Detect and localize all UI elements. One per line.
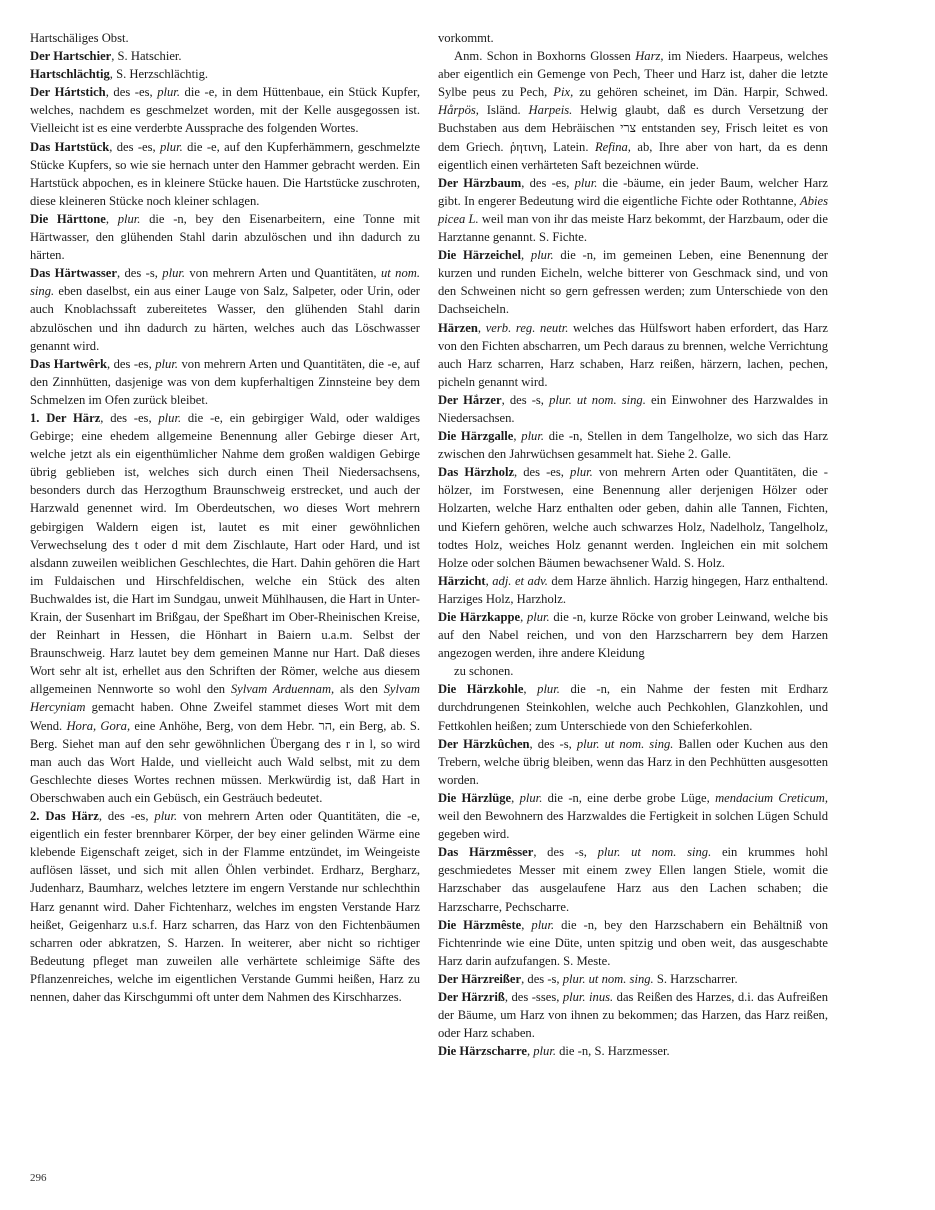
right-column — [438, 29, 828, 1060]
entry-headword: Der Hártstich — [30, 85, 106, 100]
grammar-note: plur. — [519, 790, 543, 805]
grammar-note: plur. ut nom. sing. — [562, 971, 654, 986]
dictionary-entry — [438, 319, 828, 391]
entry-text: die -e, ein gebirgiger Wald, oder waldiges Gebirge; eine ehedem allgemeine Benennung aller Gebirge dieser Art, welche jetzt als ein eigenthümlicher Nahme dem großen waldigen Gebirge übrig geblieben ist, welches sich durch einen Theil Niedersachsens, besonders durch das Herzogthum Braunschweig erstrecket, und auch der Harzwald genennet wird. Im Oberdeutschen, wo dieses Wort mehrern gebirgigen Waldern eigen ist, lautet es mit einer gewöhnlichen Verwechselung des t oder d mit dem Zischlaute, Hart oder Hard, und ist alsdann zuweilen weiblichen Geschlechtes, die Hart. Dahin gehören die Hart im Fuldaischen und Hirschfeldischen, welche ein Stück des alten Buchwaldes ist, die Hart im Sundgau, unweit Mühlhausen, die Hart in Unter-Krain, der Susenhart im Brißgau, der Speßhart im Ober-Rheinischen Kreise, der Reinhart in Hessen, die Hönhart in Baiern u.a.m. Selbst der Braunschweig. Harz lautet bey dem gemeinen Manne nur Hart. Daß dieses Wort sehr alt ist, erhellet aus den Schriften der Römer, welche aus diesem allgemeinen Nennworte so wohl den — [30, 410, 420, 697]
entry-text: ab, Ihre aber von hart, da es denn eigentlich einen verhärteten Saft bezeichnen würde. — [438, 139, 828, 172]
entry-text: , — [477, 320, 486, 335]
entry-headword: Hartschlächtig — [30, 67, 110, 82]
dictionary-entry — [30, 409, 420, 807]
entry-text: weil den Bewohnern des Harzwaldes die Fertigkeit in solchen Lügen Schuld gegeben wird. — [438, 809, 828, 842]
entry-headword: Die Härzgalle — [438, 429, 514, 444]
entry-headword: Die Härzscharre — [438, 1044, 527, 1059]
entry-headword: Das Härzmêsser — [438, 845, 534, 860]
entry-headword: Das Härzholz — [438, 465, 515, 480]
entry-text: die -n, bey den Eisenarbeitern, eine Tonne mit Härtwasser, den glühenden Stahl darin abzulöschen und ihn dadurch zu härten. — [30, 211, 421, 263]
entry-text: die -n, eine derbe grobe Lüge, — [542, 790, 716, 805]
entry-text: die -n, Stellen in dem Tangelholze, wo sich das Harz zwischen den Jahrwüchsen gesammelt hat. Siehe 2. Galle. — [438, 429, 828, 462]
entry-text: Anm. Schon in Boxhorns Glossen — [454, 49, 636, 64]
entry-text: eine Anhöhe, Berg, von dem Hebr. הר, ein Berg, ab. S. Berg. Siehet man auf den sehr gewöhnlichen Übergang des r in l, so wird man auch das Wort Halde, und vielleicht auch Wald selbst, mit zu dem Geschlechte dieses Wortes rechnen müssen. Merkwürdig ist, daß Hart in Oberschwaben auch ein Gebüsch, ein Gesträuch bedeutet. — [30, 718, 421, 805]
dictionary-entry — [30, 264, 420, 354]
grammar-note: plur. — [155, 356, 178, 371]
grammar-note: plur. — [537, 682, 560, 697]
grammar-note: plur. — [158, 410, 182, 425]
entry-text: , S. Hatschier. — [111, 49, 182, 64]
entry-text: als den — [334, 682, 384, 697]
entry-text: welches das Hülfswort haben erfordert, das Harz von den Fichten abscharren, um Pech daraus zu brennen, welche Verrichtung auch Harz scharren, Harz schaben, Harz reißen, härzern, lachen, pechen, picheln genannt wird. — [438, 320, 828, 389]
entry-text: zu schonen. — [454, 664, 514, 679]
grammar-note: plur. — [530, 248, 554, 263]
grammar-note: Abies picea L. — [438, 193, 828, 226]
grammar-note: plur. ut nom. sing. — [597, 845, 712, 860]
entry-text: Helwig glaubt, daß es durch Versetzung der Buchstaben aus dem Hebräischen צרי entstanden sey, Frisch leitet es von dem Griech. ῥητινη, Latein. — [438, 103, 829, 154]
dictionary-entry — [438, 427, 828, 463]
left-column — [30, 29, 420, 1006]
entry-text: , — [523, 682, 538, 697]
page-number: 296 — [30, 1172, 47, 1184]
entry-text: die -bäume, ein jeder Baum, welcher Harz gibt. In engerer Bedeutung wird die eigentliche Fichte oder Rothtanne, — [438, 175, 829, 208]
dictionary-entry — [30, 355, 420, 409]
entry-headword: Härzen — [438, 320, 478, 335]
grammar-note: plur. ut nom. sing. — [549, 392, 646, 407]
entry-text: im Nieders. Haarpeus, welches aber eigentlich ein Gemenge von Pech, Theer und Harz ist, daher die letzte Sylbe peus zu Pech, — [438, 49, 829, 100]
entry-text: zu gehören scheinet, im Dän. Harpir, Schwed. — [573, 85, 828, 100]
annotation-paragraph — [438, 47, 828, 174]
entry-text: dem Harze ähnlich. Harzig hingegen, Harz enthaltend. Harziges Holz, Harzholz. — [438, 573, 829, 606]
entry-text: , des -es, — [109, 139, 160, 154]
entry-headword: Der Hartschier — [30, 49, 112, 64]
entry-text: von mehrern Arten oder Quantitäten, die -hölzer, im Forstwesen, eine Benennung aller derjenigen Hölzer oder Holzarten, welche Harz enthalten oder geben, dahin alle Tannen, Fichten, und Kiefern gehören, welche auch schwarzes Holz, Nadelholz, Tangelholz, todtes Holz, weiches Holz genannt werden. Ingleichen ein mit solchem Holze oder solchen Bäumen bewachsener Wald. S. Holz. — [438, 465, 828, 570]
dictionary-entry — [438, 608, 828, 662]
dictionary-entry — [438, 463, 828, 572]
grammar-note: Hora, Gora, — [66, 718, 131, 733]
entry-text: , des -s, — [529, 736, 577, 751]
dictionary-entry — [30, 47, 420, 65]
entry-text: , des -es, — [521, 175, 575, 190]
entry-text: ein krummes hohl geschmiedetes Messer mit einem zwey Ellen langen Stiele, womit die Harzschaber das ausgelaufene Harz aus den Lachen schaben; die Harzscharre, Pechscharre. — [438, 845, 829, 914]
entry-headword: Das Hartwêrk — [30, 356, 107, 371]
entry-headword: Die Härttone — [30, 211, 106, 226]
dictionary-entry — [438, 572, 828, 608]
entry-text: von mehrern Arten und Quantitäten, die -e, auf den Zinnhütten, dasjenige was von dem kupferhaltigen Zinnsteine bey dem Schmelzen im Ofen zurück bleibet. — [30, 356, 420, 407]
dictionary-entry — [30, 83, 420, 137]
entry-text: , — [513, 429, 522, 444]
entry-headword: Die Härzkohle — [438, 682, 524, 697]
entry-text: , des -es, — [98, 809, 155, 824]
grammar-note: adj. et adv. — [492, 573, 548, 588]
grammar-note: plur. — [531, 917, 555, 932]
continuation-line — [438, 662, 828, 680]
entry-headword: Härzicht — [438, 573, 486, 588]
grammar-note: Hårpös, — [438, 103, 479, 118]
grammar-note: plur. — [117, 211, 141, 226]
entry-text: ein Einwohner des Harzwaldes in Niedersachsen. — [438, 392, 829, 425]
grammar-note: plur. — [154, 809, 178, 824]
entry-text: , S. Herzschlächtig. — [109, 67, 209, 82]
entry-headword: Der Härzreißer — [438, 971, 522, 986]
entry-text: von mehrern Arten und Quantitäten, — [185, 266, 381, 281]
grammar-note: Pix, — [553, 85, 574, 100]
grammar-note: plur. — [570, 465, 593, 480]
entry-headword: Das Hartstück — [30, 139, 110, 154]
entry-text: , des -es, — [514, 465, 571, 480]
dictionary-entry — [438, 843, 828, 915]
dictionary-entry — [438, 680, 828, 734]
dictionary-entry — [30, 210, 420, 264]
grammar-note: plur. — [526, 610, 550, 624]
entry-text: , — [520, 248, 531, 263]
entry-text: , des -s, — [501, 392, 550, 407]
entry-headword: Die Härzlüge — [438, 790, 512, 805]
entry-text: das Reißen des Harzes, d.i. das Aufreißen der Bäume, um Harz von ihnen zu bekommen; das Harzen, das Harz reißen, oder Harz schaben. — [438, 989, 828, 1041]
dictionary-entry — [438, 988, 828, 1042]
grammar-note: ut nom. sing. — [30, 266, 421, 299]
grammar-note: Harpeis. — [528, 103, 573, 118]
grammar-note: plur. — [533, 1044, 556, 1059]
grammar-note: Harz, — [635, 49, 664, 64]
entry-text: , — [526, 1044, 534, 1059]
dictionary-entry — [438, 29, 828, 47]
grammar-note: plur. — [160, 139, 183, 154]
entry-text: , — [105, 211, 118, 226]
grammar-note: verb. reg. neutr. — [485, 320, 569, 335]
entry-text: , des -sses, — [504, 989, 563, 1004]
entry-text: , — [520, 610, 527, 624]
grammar-note: Sylvam Arduennam, — [230, 682, 335, 697]
dictionary-entry — [30, 807, 420, 1006]
dictionary-entry — [438, 391, 828, 427]
entry-text: die -n, kurze Röcke von grober Leinwand, welche bis auf den Nabel reichen, und von den Harzscharrern bey dem Harzen angezogen werden, ihre andere Kleidung — [438, 610, 828, 661]
grammar-note: plur. inus. — [562, 989, 614, 1004]
entry-text: von mehrern Arten oder Quantitäten, die -e, eigentlich ein fester brennbarer Körper, der bey einer gelinden Wärme eine klebende Eigenschaft zeiget, sich in der Flamme entzündet, im Weingeiste auflösen lässet, und sich mit allen Öhlen verbindet. Erdharz, Bergharz, Judenharz, Baumharz, welches letztere im engern Verstande nur schlechthin Harz genannt wird. Daher Fichtenharz, welches im engsten Verstande Harz heißet, Geigenharz u.s.f. Harz scharren, das Harz von den Fichtenbäumen scharren oder abkratzen, S. Harzen. In weiterer, aber nicht so richtiger Bedeutung pfleget man zuweilen alle verhärtete schleimige Säfte des Pflanzenreiches, welche im eigentlichen Verstande Gummi heißen, Harz zu nennen, daher das Kirschgummi oft unter dem Nahmen des Kirschharzes. — [30, 809, 420, 1004]
dictionary-entry — [30, 138, 420, 210]
entry-headword: Der Härzriß — [438, 989, 505, 1004]
entry-text: gemacht haben. Ohne Zweifel stammet dieses Wort mit dem Wend. — [30, 700, 420, 733]
grammar-note: plur. — [521, 429, 545, 444]
entry-headword: Das Härtwasser — [30, 266, 117, 281]
dictionary-entry — [438, 916, 828, 970]
dictionary-entry — [438, 735, 828, 789]
entry-text: Ballen oder Kuchen aus den Trebern, welche übrig bleiben, wenn das Harz in den Pechhütten ausgesotten worden. — [438, 736, 828, 787]
entry-text: , des -es, — [100, 410, 159, 425]
entry-headword: 2. Das Härz — [30, 809, 99, 824]
entry-headword: Die Härzeichel — [438, 248, 521, 263]
entry-headword: Die Härzkappe — [438, 610, 521, 624]
entry-text: S. Harzscharrer. — [653, 971, 738, 986]
entry-headword: Die Härzmêste — [438, 917, 522, 932]
entry-text: , — [485, 573, 493, 588]
entry-text: die -n, im gemeinen Leben, eine Benennung der kurzen und runden Eicheln, welche bitterer von Geschmack sind, und von den Schweinen nicht so gern gefressen werden; zum Unterschiede von den Dachseicheln. — [438, 248, 828, 317]
entry-text: , — [521, 917, 532, 932]
entry-headword: Der Härzbaum — [438, 175, 522, 190]
entry-text: , des -es, — [105, 85, 158, 100]
grammar-note: Sylvam Hercyniam — [30, 682, 420, 715]
entry-text: , des -s, — [116, 266, 163, 281]
grammar-note: mendacium Creticum, — [715, 790, 828, 805]
entry-headword: Der Härzkûchen — [438, 736, 530, 751]
entry-text: Isländ. — [478, 103, 529, 118]
grammar-note: plur. — [157, 85, 180, 100]
grammar-note: plur. — [162, 266, 186, 281]
entry-text: die -n, ein Nahme der festen mit Erdharz durchdrungenen Steinkohlen, welche auch Pechkohlen, Glanzkohlen, und Fettkohlen heißen; zum Unterschiede von den Schieferkohlen. — [438, 682, 829, 733]
dictionary-entry — [30, 29, 420, 47]
entry-text: , des -s, — [533, 845, 598, 860]
entry-text: , — [511, 790, 520, 805]
entry-text: die -n, bey den Harzschabern ein Behältniß von Fichtenrinde wie eine Düte, unten spitzig und oben weit, das ausgeschabte Harz darin aufzufangen. S. Meste. — [438, 917, 829, 968]
grammar-note: plur. — [574, 175, 598, 190]
dictionary-entry — [438, 789, 828, 843]
entry-headword: 1. Der Härz — [30, 410, 101, 425]
entry-text: , des -es, — [106, 356, 156, 371]
dictionary-entry — [438, 970, 828, 988]
entry-text: die -e, auf den Kupferhämmern, geschmelzte Stücke Kupfers, so wie sie hernach unter den Hammer gebracht werden. Ein Hartstück abpochen, es in kleinere Stücke hauen. Die Hartstücke zuschroten, diese kleineren Stücke noch kleiner schlagen. — [30, 139, 420, 208]
entry-text: weil man von ihr das meiste Harz bekommt, der Harzbaum, oder die Harztanne genannt. S. Fichte. — [438, 211, 828, 245]
entry-text: die -e, in dem Hüttenbaue, ein Stück Kupfer, welches, nachdem es geschmelzet worden, mit der Kelle ausgegossen ist. Vielleicht ist es eine verderbte Aussprache des folgenden Wortes. — [30, 85, 420, 136]
entry-text: vorkommt. — [438, 31, 494, 45]
dictionary-entry — [438, 174, 828, 246]
dictionary-page — [30, 29, 909, 1189]
entry-text: , des -s, — [521, 971, 563, 986]
entry-headword: Der Hắrzer — [438, 392, 502, 407]
grammar-note: Refina, — [594, 139, 631, 154]
entry-text: eben daselbst, ein aus einer Lauge von Salz, Salpeter, oder Urin, oder auch Knoblachssaft zubereitetes Wasser, den glühenden Stahl darin abzulöschen und ihn dadurch zu härten, welches auch das Löschwasser genannt wird. — [30, 284, 420, 353]
dictionary-entry — [438, 1042, 828, 1060]
entry-text: Hartschäliges Obst. — [30, 31, 129, 45]
entry-text: die -n, S. Harzmesser. — [555, 1044, 670, 1059]
grammar-note: plur. ut nom. sing. — [576, 736, 674, 751]
dictionary-entry — [438, 246, 828, 318]
dictionary-entry — [30, 65, 420, 83]
